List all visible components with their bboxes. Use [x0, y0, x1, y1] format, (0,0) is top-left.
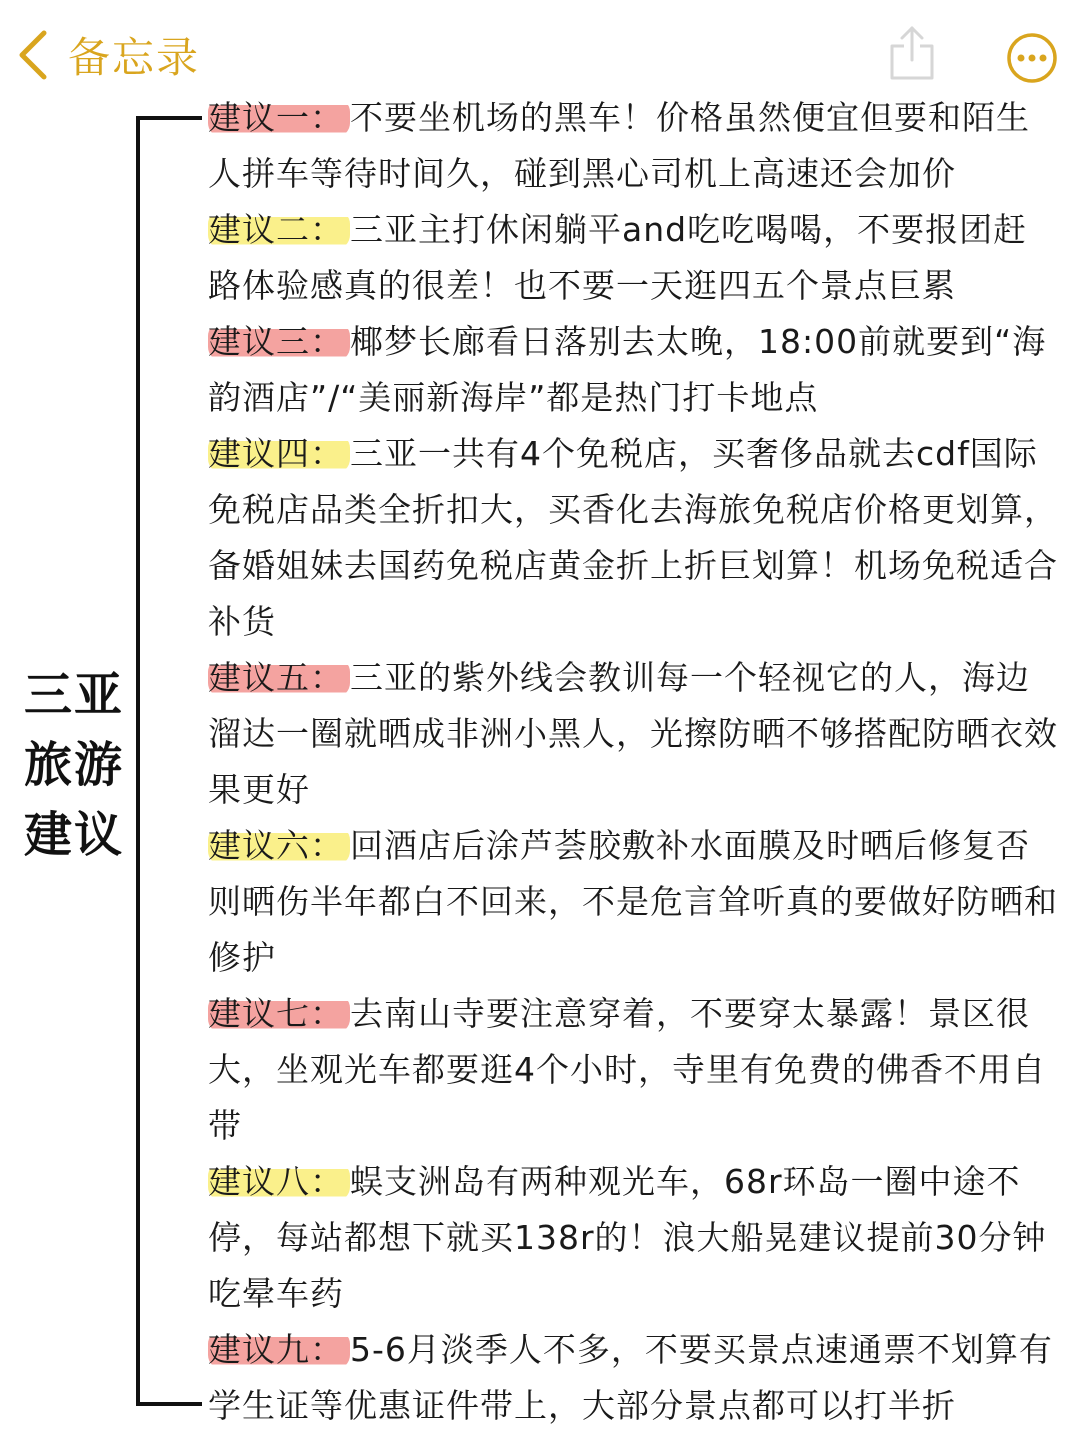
bracket-line [136, 116, 202, 1406]
tip-text: 三亚主打休闲躺平and吃吃喝喝，不要报团赶路体验感真的很差！也不要一天逛四五个景点巨累 [208, 210, 1028, 305]
more-button[interactable] [1006, 32, 1058, 84]
back-label: 备忘录 [68, 33, 201, 82]
side-title-line: 三亚 [24, 667, 125, 723]
side-title-line: 建议 [24, 807, 125, 863]
tip-item [208, 986, 1060, 1154]
tip-item [208, 202, 1060, 314]
tip-text: 不要坐机场的黑车！价格虽然便宜但要和陌生人拼车等待时间久，碰到黑心司机上高速还会加价 [208, 98, 1030, 193]
tip-item [208, 314, 1060, 426]
tip-label: 建议一： [208, 98, 350, 137]
tip-label: 建议七： [208, 994, 350, 1033]
tip-label: 建议六： [208, 826, 350, 865]
tip-item [208, 1322, 1060, 1434]
more-icon [1006, 32, 1058, 84]
tip-text: 椰梦长廊看日落别去太晚，18:00前就要到“海韵酒店”/“美丽新海岸”都是热门打卡地点 [208, 322, 1047, 417]
side-title-line: 旅游 [24, 737, 125, 793]
tip-label: 建议二： [208, 210, 350, 249]
tip-text: 5-6月淡季人不多，不要买景点速通票不划算有学生证等优惠证件带上，大部分景点都可以打半折 [208, 1330, 1053, 1425]
tip-label: 建议九： [208, 1330, 350, 1369]
tip-item [208, 426, 1060, 650]
tip-item [208, 90, 1060, 202]
tip-label: 建议三： [208, 322, 350, 361]
tips-list [208, 90, 1060, 1434]
back-button[interactable] [16, 22, 200, 88]
chevron-left-icon [16, 27, 50, 83]
tip-item [208, 650, 1060, 818]
tip-text: 回酒店后涂芦荟胶敷补水面膜及时晒后修复否则晒伤半年都白不回来，不是危言耸听真的要做好防晒和修护 [208, 826, 1058, 977]
tip-item [208, 818, 1060, 986]
top-bar [0, 0, 1080, 100]
tip-text: 去南山寺要注意穿着，不要穿太暴露！景区很大，坐观光车都要逛4个小时，寺里有免费的佛香不用自带 [208, 994, 1046, 1145]
side-title [24, 660, 124, 870]
tip-label: 建议八： [208, 1162, 350, 1201]
share-icon [884, 24, 940, 84]
tip-label: 建议五： [208, 658, 350, 697]
tip-text: 三亚一共有4个免税店，买奢侈品就去cdf国际免税店品类全折扣大，买香化去海旅免税店价格更划算，备婚姐妹去国药免税店黄金折上折巨划算！机场免税适合补货 [208, 434, 1058, 641]
tip-text: 三亚的紫外线会教训每一个轻视它的人，海边溜达一圈就晒成非洲小黑人，光擦防晒不够搭配防晒衣效果更好 [208, 658, 1058, 809]
share-button[interactable] [884, 24, 940, 84]
tip-label: 建议四： [208, 434, 350, 473]
tip-text: 蜈支洲岛有两种观光车，68r环岛一圈中途不停，每站都想下就买138r的！浪大船晃建议提前30分钟吃晕车药 [208, 1162, 1047, 1313]
tip-item [208, 1154, 1060, 1322]
